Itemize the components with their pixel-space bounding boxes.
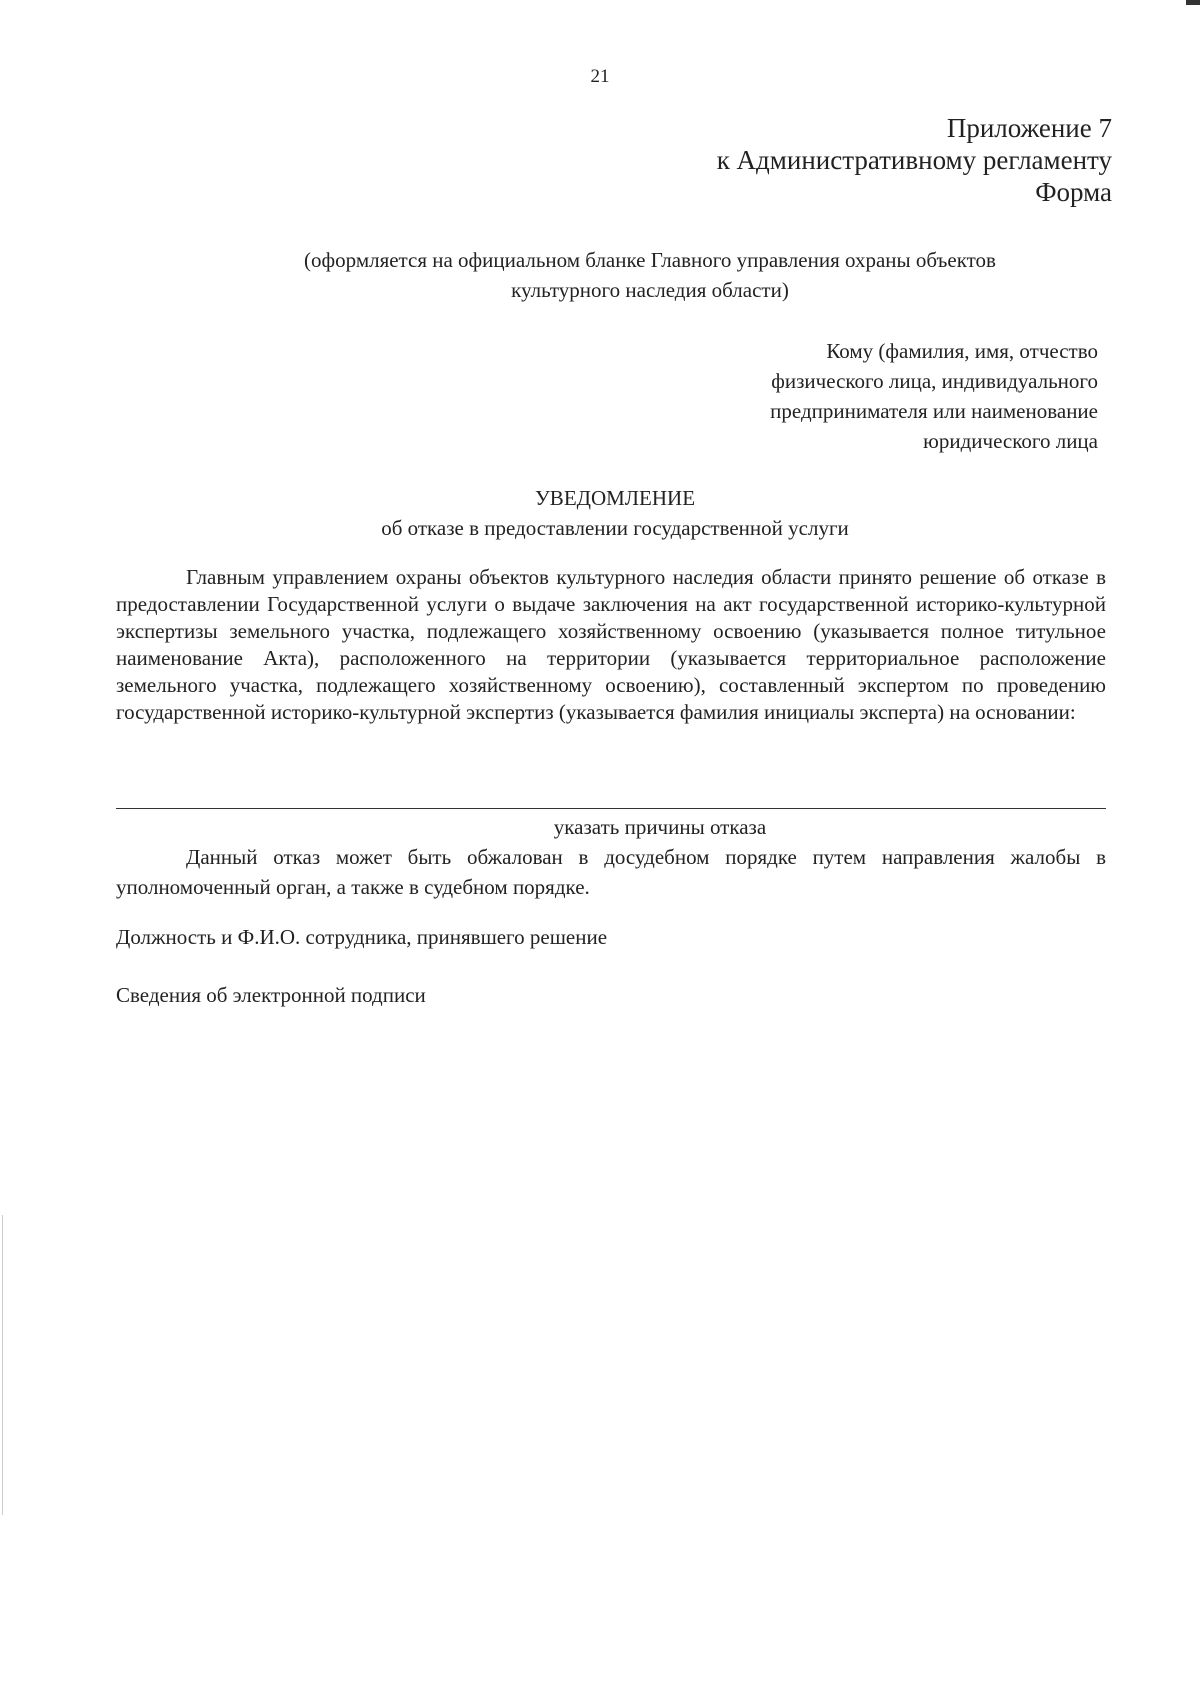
scan-edge-artifact	[2, 1215, 3, 1515]
title-subheading: об отказе в предоставлении государственной услуги	[381, 516, 849, 540]
appendix-number: Приложение 7	[946, 113, 1112, 143]
appendix-form-label: Форма	[1035, 177, 1112, 207]
recipient-line-3: предпринимателя или наименование	[770, 399, 1098, 423]
scan-artifact	[1186, 0, 1200, 5]
recipient-block	[770, 336, 1098, 456]
electronic-signature-line: Сведения об электронной подписи	[116, 983, 426, 1007]
official-blank-note	[200, 245, 1100, 305]
document-title	[0, 483, 1200, 543]
refusal-reason-line	[116, 808, 1106, 809]
title-heading: УВЕДОМЛЕНИЕ	[534, 486, 696, 510]
decision-paragraph: Главным управлением охраны объектов культурного наследия области принято решение об отказе в предоставлении Государственной услуги о выдаче заключения на акт государственной историко-культурной экспертизы земельного участка, подлежащего хозяйственному освоению (указывается полное титульное наименование Акта), расположенного на территории (указывается территориальное расположение земельного участка, подлежащего хозяйственному освоению), составленный экспертом по проведению государственной историко-культурной экспертиз (указывается фамилия инициалы эксперта) на основании:	[116, 565, 1106, 724]
signer-position-line: Должность и Ф.И.О. сотрудника, принявшего решение	[116, 925, 608, 949]
refusal-reason-caption: указать причины отказа	[553, 815, 767, 839]
blank-note-line-2: культурного наследия области)	[511, 278, 789, 302]
appeal-paragraph: Данный отказ может быть обжалован в досудебном порядке путем направления жалобы в уполномоченный орган, а также в судебном порядке.	[116, 845, 1106, 899]
recipient-line-1: Кому (фамилия, имя, отчество	[826, 339, 1098, 363]
appendix-header	[717, 112, 1112, 208]
appendix-reference: к Административному регламенту	[716, 145, 1112, 175]
recipient-line-2: физического лица, индивидуального	[771, 369, 1098, 393]
page-number: 21	[590, 66, 610, 87]
blank-note-line-1: (оформляется на официальном бланке Главного управления охраны объектов	[304, 248, 996, 272]
recipient-line-4: юридического лица	[923, 429, 1098, 453]
